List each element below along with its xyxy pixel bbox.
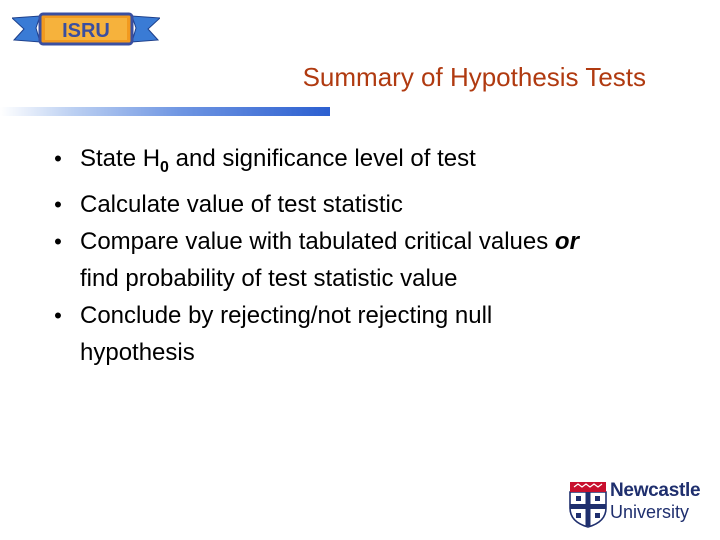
bullet-dot: •	[54, 192, 62, 217]
bullet-text: Conclude by rejecting/not rejecting null	[80, 302, 493, 329]
title-underline-rule	[0, 107, 330, 116]
isru-logo	[12, 10, 160, 48]
bullet-dot: •	[54, 303, 62, 328]
bullet-item-calculate	[48, 186, 688, 223]
university-name-line2: University	[610, 502, 690, 522]
bullet-text-continued: find probability of test statistic value	[80, 265, 458, 292]
bullet-emphasis: or	[554, 228, 579, 255]
newcastle-university-logo	[568, 478, 704, 528]
bullet-list	[48, 140, 688, 371]
bullet-text: State H	[80, 145, 161, 172]
isru-logo-text: ISRU	[62, 20, 110, 42]
crest-icon	[568, 478, 608, 528]
bullet-text: and significance level of test	[168, 145, 476, 172]
bullet-item-state-h0	[48, 140, 688, 186]
bullet-text: Calculate value of test statistic	[80, 191, 403, 218]
bullet-item-compare	[48, 223, 688, 297]
bullet-item-conclude	[48, 297, 688, 371]
bullet-subscript: 0	[160, 159, 169, 176]
slide-title: Summary of Hypothesis Tests	[302, 62, 646, 92]
bullet-dot: •	[54, 146, 62, 171]
bullet-text-continued: hypothesis	[80, 339, 195, 366]
bullet-text: Compare value with tabulated critical values	[80, 228, 555, 255]
bullet-dot: •	[54, 229, 62, 254]
university-name-line1: Newcastle	[610, 480, 701, 501]
